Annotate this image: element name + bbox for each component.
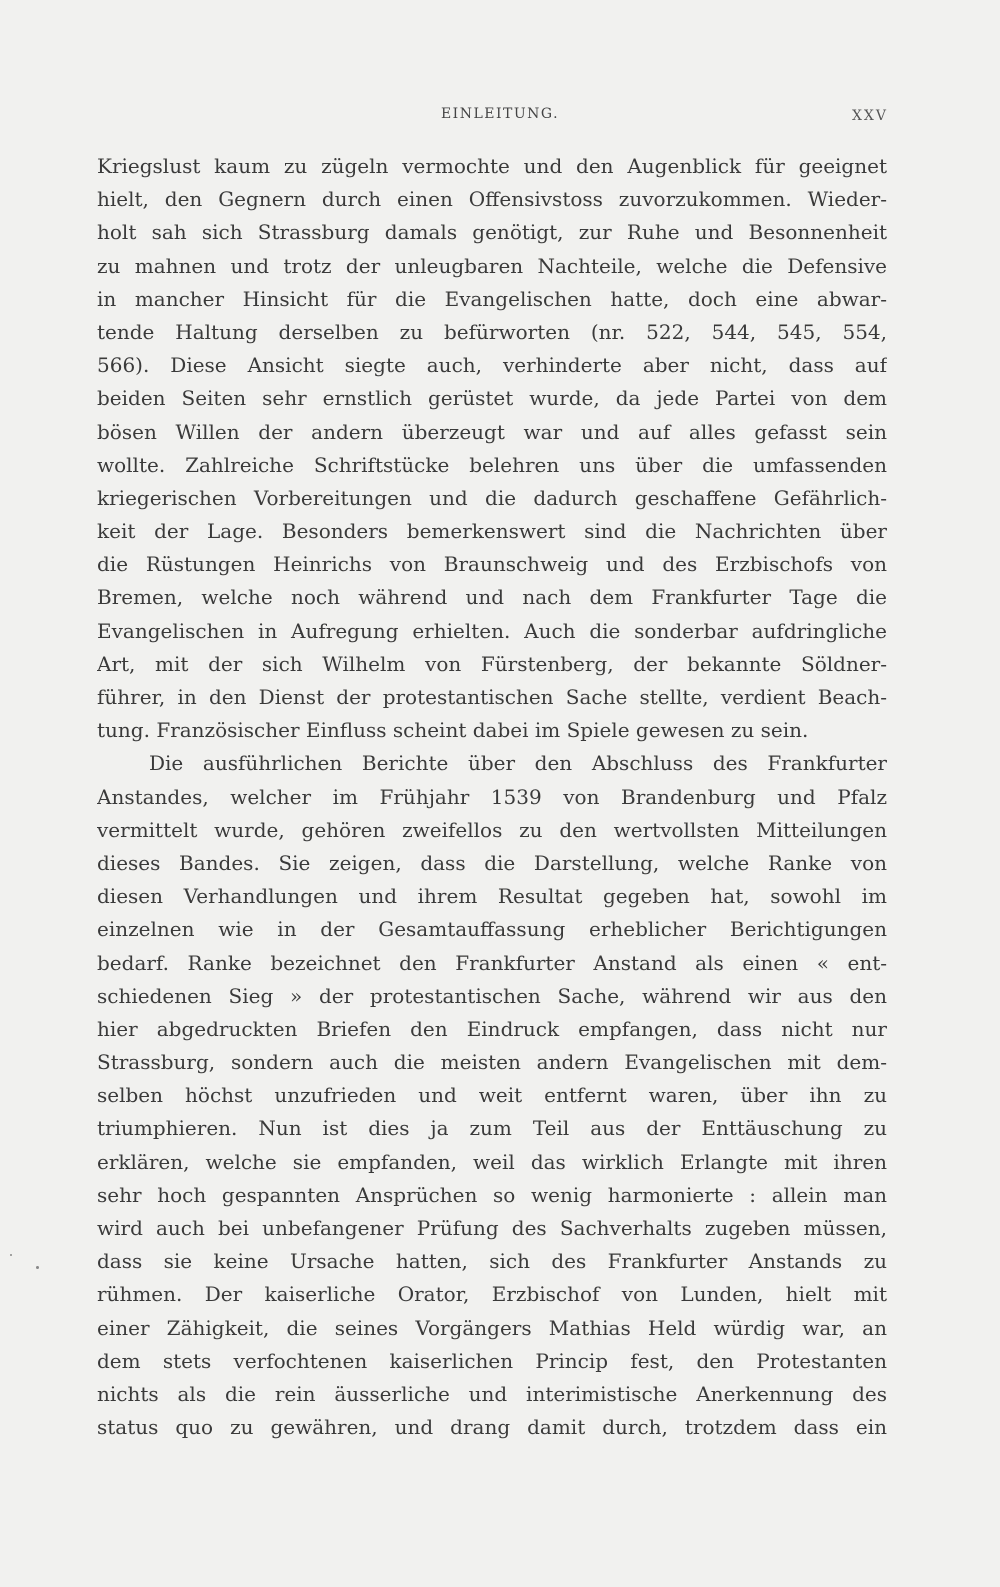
page-number: XXV [851,108,888,124]
text-line: triumphieren. Nun ist dies ja zum Teil aus der Enttäuschung zu [97,1116,887,1141]
text-line: vermittelt wurde, gehören zweifellos zu den wertvollsten Mitteilungen [97,817,887,842]
text-line: hielt, den Gegnern durch einen Offensivstoss zuvorzukommen. Wieder- [97,187,887,212]
text-line: dieses Bandes. Sie zeigen, dass die Darstellung, welche Ranke von [97,850,887,875]
text-line: führer, in den Dienst der protestantischen Sache stellte, verdient Beach- [97,685,887,709]
text-line: rühmen. Der kaiserliche Orator, Erzbischof von Lunden, hielt mit [97,1282,887,1307]
text-line: diesen Verhandlungen und ihrem Resultat gegeben hat, sowohl im [97,884,887,909]
text-line: beiden Seiten sehr ernstlich gerüstet wurde, da jede Partei von dem [97,386,887,411]
running-head-title: EINLEITUNG. [440,106,560,122]
paper-speck [36,1266,39,1269]
text-line: bedarf. Ranke bezeichnet den Frankfurter Anstand als einen « ent- [97,950,887,975]
body-text [97,150,887,1444]
text-line: dem stets verfochtenen kaiserlichen Princip fest, den Protestanten [97,1348,887,1373]
text-line: kriegerischen Vorbereitungen und die dadurch geschaffene Gefährlich- [97,485,887,510]
text-line: tende Haltung derselben zu befürworten (nr. 522, 544, 545, 554, [97,319,887,344]
text-line: wird auch bei unbefangener Prüfung des Sachverhalts zugeben müssen, [97,1216,887,1240]
text-line: sehr hoch gespannten Ansprüchen so wenig harmonierte : allein man [97,1182,887,1207]
text-line: nichts als die rein äusserliche und interimistische Anerkennung des [97,1381,887,1406]
text-line: hier abgedruckten Briefen den Eindruck empfangen, dass nicht nur [97,1016,887,1041]
paper-speck [10,1254,12,1256]
text-line: selben höchst unzufrieden und weit entfernt waren, über ihn zu [97,1083,887,1108]
text-line: in mancher Hinsicht für die Evangelischen hatte, doch eine abwar- [97,286,887,311]
text-line: bösen Willen der andern überzeugt war und auf alles gefasst sein [97,419,887,444]
text-line: zu mahnen und trotz der unleugbaren Nachteile, welche die Defensive [97,253,887,278]
text-line: einer Zähigkeit, die seines Vorgängers Mathias Held würdig war, an [97,1315,887,1340]
text-line: Strassburg, sondern auch die meisten andern Evangelischen mit dem- [97,1050,887,1075]
text-line: 566). Diese Ansicht siegte auch, verhinderte aber nicht, dass auf [97,353,887,378]
text-line: Art, mit der sich Wilhelm von Fürstenberg, der bekannte Söldner- [97,651,887,676]
text-line: status quo zu gewähren, und drang damit durch, trotzdem dass ein [97,1415,887,1440]
running-head [0,106,1000,130]
text-line: erklären, welche sie empfanden, weil das wirklich Erlangte mit ihren [97,1149,887,1174]
text-line: keit der Lage. Besonders bemerkenswert sind die Nachrichten über [97,519,887,544]
text-line: Anstandes, welcher im Frühjahr 1539 von Brandenburg und Pfalz [97,784,887,809]
text-line: holt sah sich Strassburg damals genötigt, zur Ruhe und Besonnenheit [97,220,887,245]
text-line: Evangelischen in Aufregung erhielten. Auch die sonderbar aufdringliche [97,618,887,643]
text-line: wollte. Zahlreiche Schriftstücke belehren uns über die umfassenden [97,452,887,477]
paragraph-first-line: Die ausführlichen Berichte über den Abschluss des Frankfurter [149,751,887,776]
text-line: Kriegslust kaum zu zügeln vermochte und den Augenblick für geeignet [97,154,887,178]
text-line: schiedenen Sieg » der protestantischen Sache, während wir aus den [97,983,887,1008]
text-line: Bremen, welche noch während und nach dem Frankfurter Tage die [97,585,887,610]
text-line: dass sie keine Ursache hatten, sich des Frankfurter Anstands zu [97,1249,887,1274]
text-line: einzelnen wie in der Gesamtauffassung erheblicher Berichtigungen [97,917,887,942]
text-line: die Rüstungen Heinrichs von Braunschweig und des Erzbischofs von [97,552,887,577]
paragraph-end-line: tung. Französischer Einfluss scheint dabei im Spiele gewesen zu sein. [97,718,809,743]
